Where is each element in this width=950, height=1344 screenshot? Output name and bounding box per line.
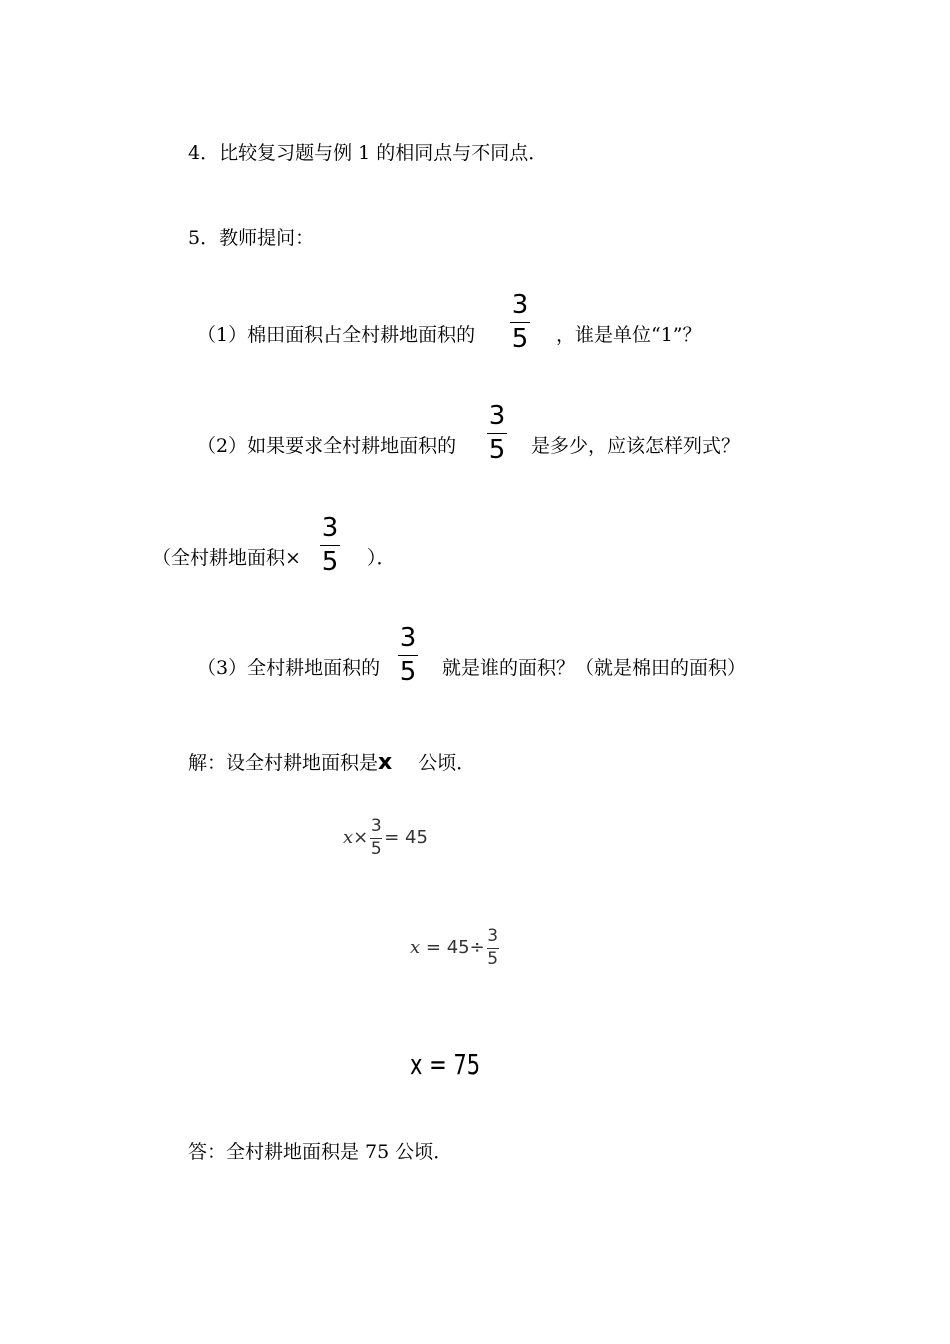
question-3-fraction [398,625,418,685]
fraction-numerator: 3 [487,926,499,946]
fraction-numerator: 3 [488,401,506,431]
equation-1-variable: x [343,827,354,848]
question-2-fraction [487,403,507,463]
fraction-bar [398,655,418,656]
answer-text: 答：全村耕地面积是 75 公顷． [188,1141,453,1163]
fraction-numerator: 3 [370,816,382,836]
fraction-bar [487,433,507,434]
fraction-numerator: 3 [399,623,417,653]
fraction-denominator: 5 [370,839,382,859]
equation-1 [343,818,428,858]
solution-after: 公顷． [418,752,476,774]
fraction-numerator: 3 [321,513,339,543]
question-2-before: （2）如果要求全村耕地面积的 [197,435,457,457]
solution-line [188,752,475,774]
item-4-text: 4．比较复习题与例 1 的相同点与不同点． [188,142,548,164]
question-1-before: （1）棉田面积占全村耕地面积的 [197,324,476,346]
fraction-denominator: 5 [488,435,506,465]
equation-1-rhs: = 45 [384,827,428,848]
fraction-denominator: 5 [511,324,529,354]
question-3-before: （3）全村耕地面积的 [197,657,381,679]
answer-2-after: ）． [367,547,396,569]
question-1-after: ，谁是单位“1”？ [556,324,702,346]
solution-variable: x [378,750,393,775]
equation-2-mid: = 45÷ [425,937,485,958]
equation-2-fraction [487,928,499,968]
answer-2-fraction [320,515,340,575]
equation-2-variable: x [410,937,421,958]
question-2-after: 是多少，应该怎样列式？ [531,435,741,457]
equation-3: x = 75 [410,1048,481,1081]
answer-2-before: （全村耕地面积× [152,547,301,569]
question-3-after: 就是谁的面积？（就是棉田的面积） [442,657,747,679]
fraction-numerator: 3 [511,290,529,320]
equation-2 [410,928,501,968]
fraction-denominator: 5 [321,547,339,577]
equation-1-fraction [370,818,382,858]
fraction-bar [510,322,530,323]
fraction-denominator: 5 [399,657,417,687]
fraction-denominator: 5 [487,949,499,969]
equation-1-times: × [353,827,369,848]
item-5-text: 5．教师提问： [188,227,315,249]
question-1-fraction [510,292,530,352]
solution-before: 解：设全村耕地面积是 [188,752,379,774]
fraction-bar [320,545,340,546]
